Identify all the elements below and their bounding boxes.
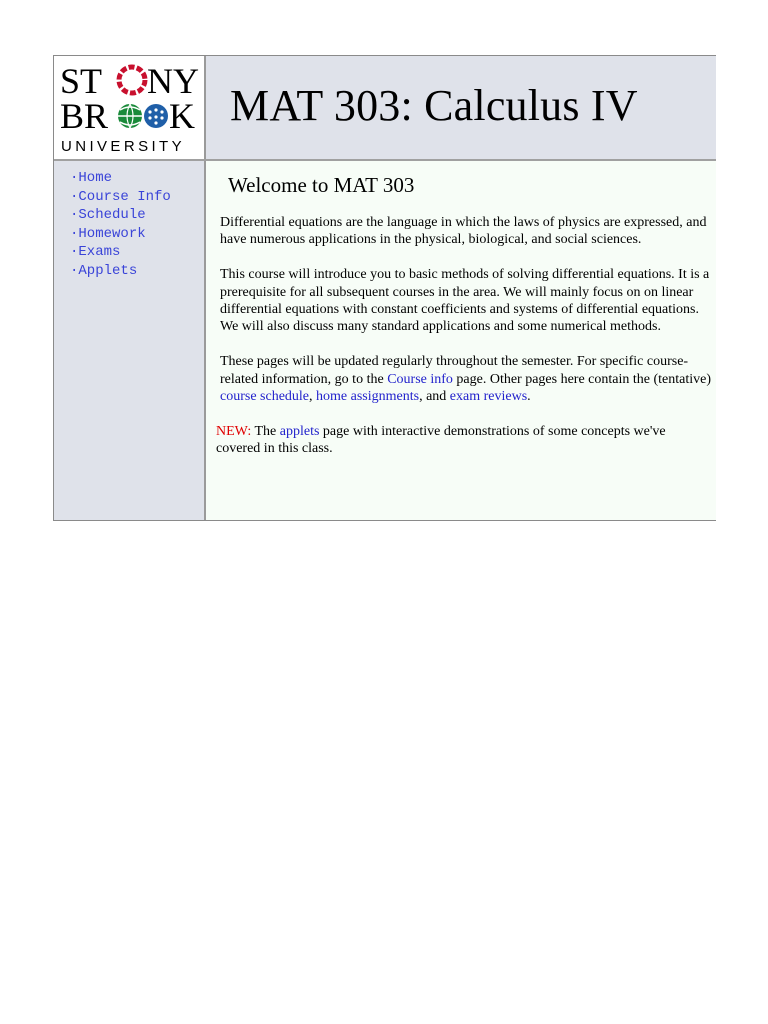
sidebar: [54, 161, 206, 520]
course-paragraph: This course will introduce you to basic methods of solving differential equations. It is a prerequisite for all subsequent courses in the area. We will mainly focus on on linear differential equations with constant coefficients and systems of differential equations. We will also discuss many standard applications and some numerical methods.: [220, 267, 710, 335]
sidebar-item-label: Schedule: [78, 207, 146, 223]
bullet-icon: ·: [70, 170, 79, 186]
welcome-heading: Welcome to MAT 303: [228, 173, 415, 197]
bullet-icon: ·: [70, 262, 79, 279]
sidebar-item-label: Exams: [78, 244, 121, 260]
svg-text:ST: ST: [60, 61, 103, 101]
sidebar-item-exams[interactable]: [70, 243, 171, 262]
sidebar-nav: [70, 169, 171, 280]
svg-text:BR: BR: [60, 96, 109, 136]
sidebar-item-label: Course Info: [78, 188, 171, 205]
bullet-icon: ·: [70, 207, 79, 223]
sidebar-item-label: Home: [78, 170, 113, 186]
course-schedule-link[interactable]: course schedule: [220, 389, 310, 405]
pages-paragraph: These pages will be updated regularly throughout the semester. For specific course-related information, go to the Course info page. Other pages here contain the (tentative) course schedule, home assignments, and exam reviews.: [220, 354, 712, 405]
logo-dots-icon: [144, 104, 168, 128]
sidebar-item-homework[interactable]: [70, 225, 171, 244]
logo-ring-icon: [119, 67, 145, 93]
page-title: MAT 303: Calculus IV: [230, 81, 638, 130]
logo-globe-icon: [118, 104, 142, 128]
logo-cell: [54, 56, 206, 159]
intro-paragraph: Differential equations are the language in which the laws of physics are expressed, and have numerous applications in the physical, biological, and social sciences.: [220, 215, 707, 248]
course-info-link[interactable]: Course info: [387, 371, 453, 387]
bullet-icon: ·: [70, 225, 79, 242]
svg-text:K: K: [169, 96, 195, 136]
exam-reviews-link[interactable]: exam reviews: [449, 389, 528, 405]
sidebar-item-applets[interactable]: [70, 262, 171, 281]
applets-link[interactable]: applets: [279, 423, 320, 439]
body-text: [216, 214, 712, 475]
sidebar-item-home[interactable]: [70, 169, 171, 188]
home-assignments-link[interactable]: home assignments: [316, 389, 420, 405]
sidebar-item-label: Applets: [78, 262, 138, 279]
main-content: [206, 161, 716, 520]
header: [206, 56, 716, 159]
sidebar-item-course-info[interactable]: [70, 188, 171, 207]
svg-text:UNIVERSITY: UNIVERSITY: [61, 138, 186, 155]
sidebar-item-label: Homework: [78, 225, 146, 242]
bullet-icon: ·: [70, 188, 79, 205]
page-frame: [53, 55, 716, 521]
news-paragraph: NEW: The applets page with interactive demonstrations of some concepts we've covered in this class.: [216, 423, 666, 457]
bullet-icon: ·: [70, 244, 79, 260]
sidebar-item-schedule[interactable]: [70, 206, 171, 225]
stony-brook-logo[interactable]: [60, 60, 202, 156]
new-label: NEW:: [216, 423, 252, 439]
svg-text:NY: NY: [147, 61, 199, 101]
